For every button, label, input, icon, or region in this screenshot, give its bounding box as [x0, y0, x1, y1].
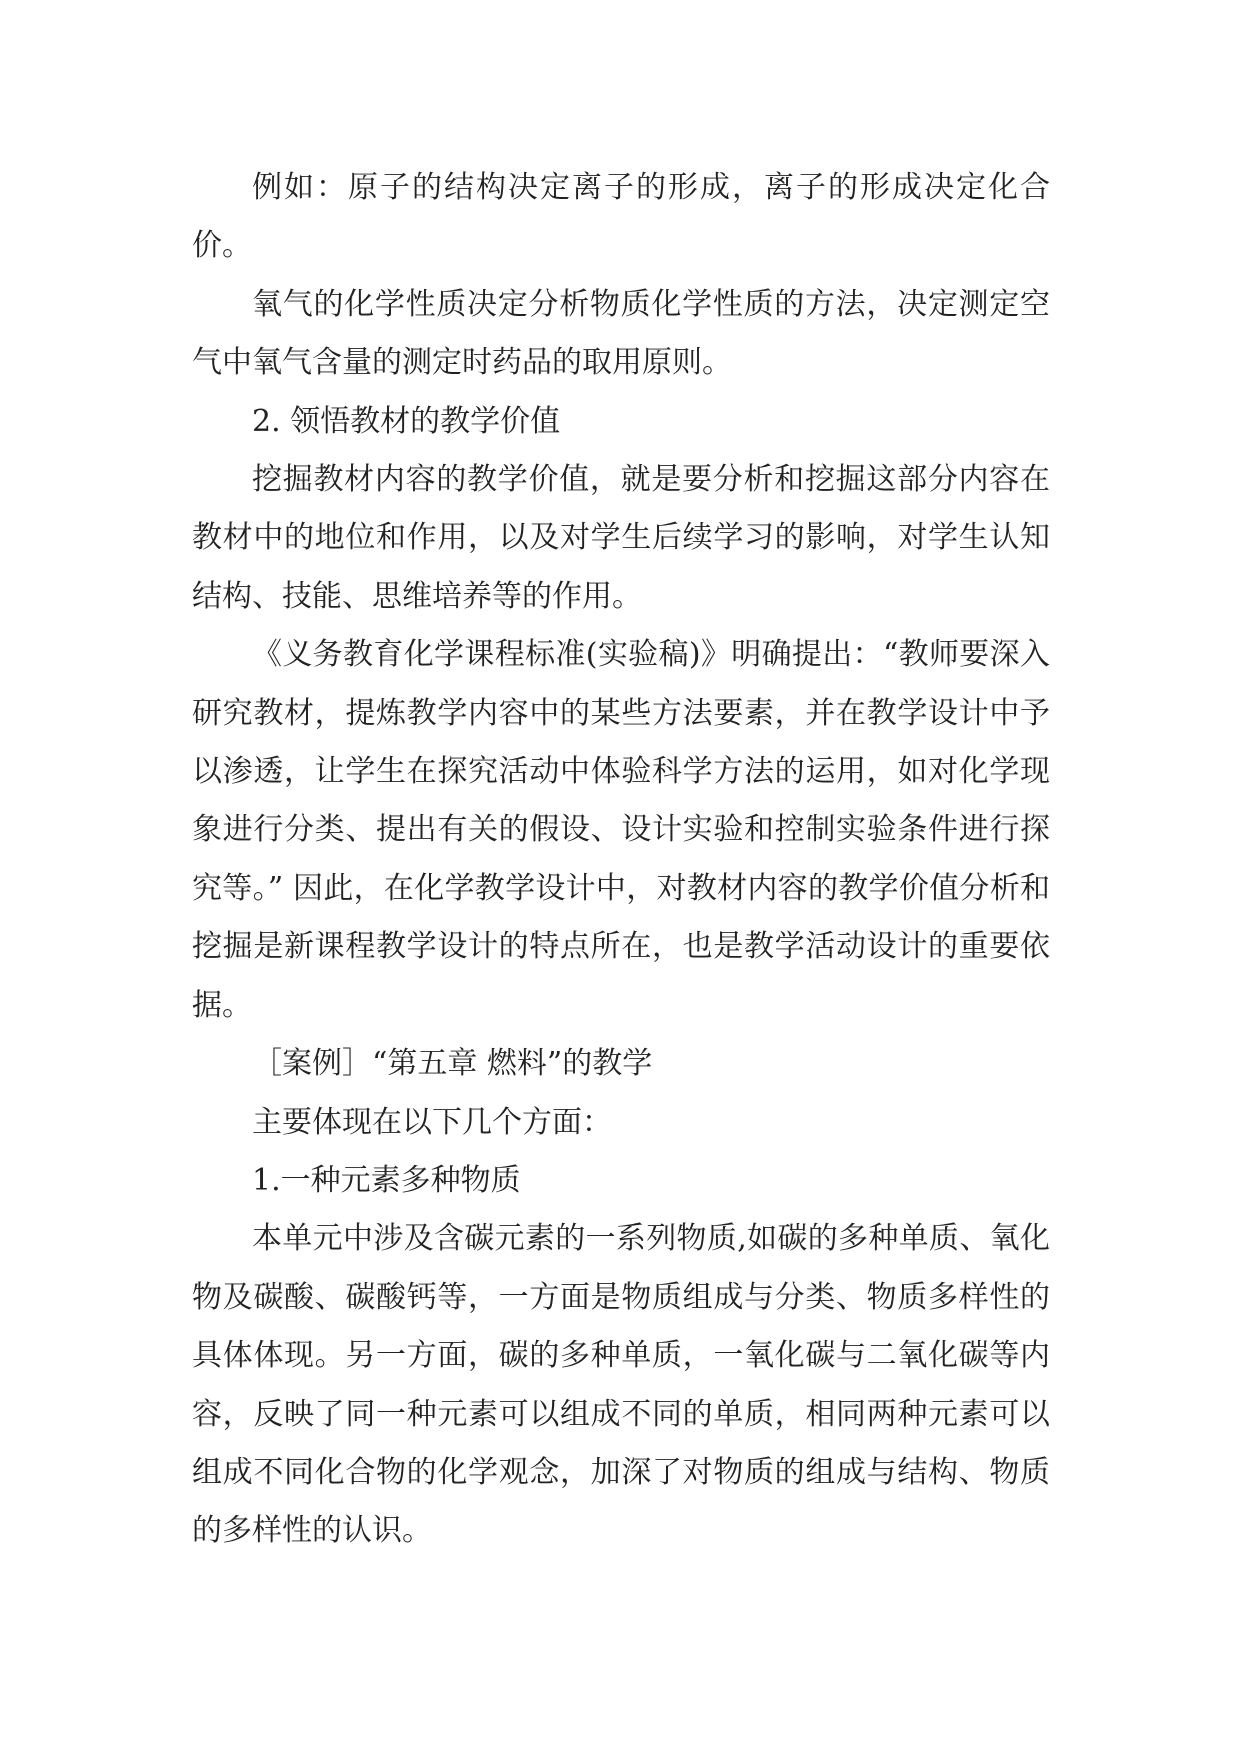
paragraph-carbon-substances: 本单元中涉及含碳元素的一系列物质,如碳的多种单质、氧化物及碳酸、碳酸钙等，一方面是物质组成与分类、物质多样性的具体体现。另一方面，碳的多种单质，一氧化碳与二氧化碳等内容，反映了同一种元素可以组成不同的单质，相同两种元素可以组成不同化合物的化学观念，加深了对物质的组成与结构、物质的多样性的认识。	[192, 1221, 1050, 1549]
document-body	[192, 159, 1050, 1561]
case-heading-chapter-five: ［案例］“第五章 燃料”的教学	[252, 1046, 653, 1082]
paragraph-example-atomic-structure: 例如：原子的结构决定离子的形成，离子的形成决定化合价。	[192, 170, 1050, 264]
paragraph-oxygen-properties: 氧气的化学性质决定分析物质化学性质的方法，决定测定空气中氧气含量的测定时药品的取用原则。	[192, 286, 1050, 381]
paragraph-curriculum-standard-quote: 《义务教育化学课程标准(实验稿)》明确提出：“教师要深入研究教材，提炼教学内容中的某些方法要素，并在教学设计中予以渗透，让学生在探究活动中体验科学方法的运用，如对化学现象进行分类、提出有关的假设、设计实验和控制实验条件进行探究等。” 因此，在化学教学设计中，对教材内容的教学价值分析和挖掘是新课程教学设计的特点所在，也是教学活动设计的重要依据。	[192, 637, 1050, 1023]
section-heading-teaching-value: 2. 领悟教材的教学价值	[252, 403, 561, 439]
subheading-one-element-many-substances: 1.一种元素多种物质	[252, 1162, 521, 1198]
paragraph-main-aspects: 主要体现在以下几个方面：	[252, 1104, 612, 1140]
paragraph-mining-teaching-value: 挖掘教材内容的教学价值，就是要分析和挖掘这部分内容在教材中的地位和作用，以及对学生后续学习的影响，对学生认知结构、技能、思维培养等的作用。	[192, 462, 1050, 614]
